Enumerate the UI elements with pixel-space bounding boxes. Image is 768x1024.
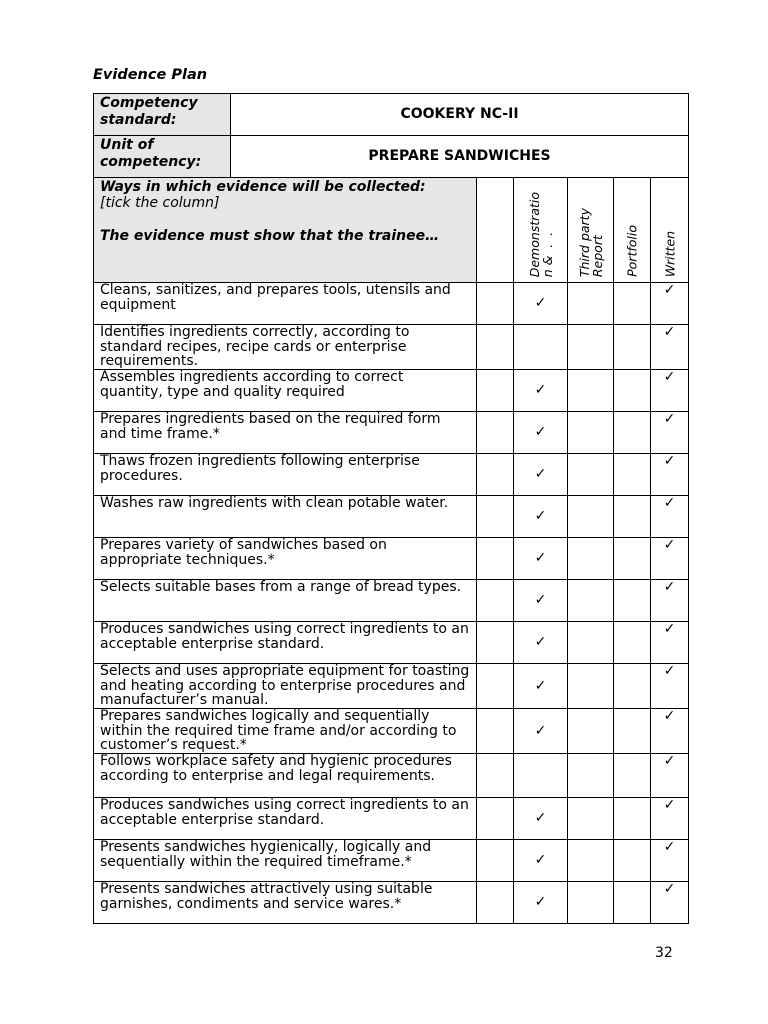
blank-cell: [477, 840, 514, 882]
column-header-portfolio-text: Portfolio: [624, 225, 640, 277]
written-tick-cell: ✓: [651, 412, 689, 454]
written-tick-cell: ✓: [651, 664, 689, 709]
third-party-report-tick-cell: [568, 454, 614, 496]
written-tick-cell: ✓: [651, 370, 689, 412]
criterion-row: [94, 325, 689, 370]
blank-cell: [477, 496, 514, 538]
criterion-row: [94, 412, 689, 454]
criterion-text: Produces sandwiches using correct ingredients to an acceptable enterprise standard.: [94, 622, 477, 664]
evidence-header-row: [94, 178, 689, 283]
portfolio-tick-cell: [614, 325, 651, 370]
third-party-report-tick-cell: [568, 370, 614, 412]
evidence-header-title: Ways in which evidence will be collected:: [100, 179, 426, 195]
third-party-report-tick-cell: [568, 754, 614, 798]
demonstration-tick-cell: [514, 325, 568, 370]
blank-cell: [477, 882, 514, 924]
criterion-text: Assembles ingredients according to correct quantity, type and quality required: [94, 370, 477, 412]
written-tick-cell: ✓: [651, 580, 689, 622]
criterion-text: Selects suitable bases from a range of bread types.: [94, 580, 477, 622]
portfolio-tick-cell: [614, 664, 651, 709]
competency-standard-value: COOKERY NC-II: [231, 94, 689, 136]
unit-of-competency-row: [94, 136, 689, 178]
criterion-text: Selects and uses appropriate equipment for toasting and heating according to enterprise procedures and manufacturer’s manual.: [94, 664, 477, 709]
page-number: 32: [655, 945, 673, 961]
column-header-third-party-report: [568, 178, 614, 283]
column-header-demonstration: [514, 178, 568, 283]
evidence-plan-table: [93, 93, 689, 924]
column-header-written: [651, 178, 689, 283]
criterion-text: Cleans, sanitizes, and prepares tools, utensils and equipment: [94, 283, 477, 325]
unit-of-competency-value: PREPARE SANDWICHES: [231, 136, 689, 178]
third-party-report-tick-cell: [568, 496, 614, 538]
demonstration-tick-cell: ✓: [514, 412, 568, 454]
blank-cell: [477, 454, 514, 496]
blank-column-header: [477, 178, 514, 283]
criterion-row: [94, 754, 689, 798]
criterion-text: Washes raw ingredients with clean potable water.: [94, 496, 477, 538]
competency-standard-label: Competency standard:: [94, 94, 231, 136]
criterion-row: [94, 496, 689, 538]
demonstration-tick-cell: ✓: [514, 496, 568, 538]
blank-cell: [477, 709, 514, 754]
blank-cell: [477, 622, 514, 664]
criterion-row: [94, 709, 689, 754]
criterion-text: Identifies ingredients correctly, according to standard recipes, recipe cards or enterprise requirements.: [94, 325, 477, 370]
portfolio-tick-cell: [614, 840, 651, 882]
demonstration-tick-cell: ✓: [514, 840, 568, 882]
portfolio-tick-cell: [614, 370, 651, 412]
demonstration-tick-cell: ✓: [514, 798, 568, 840]
third-party-report-tick-cell: [568, 622, 614, 664]
written-tick-cell: ✓: [651, 325, 689, 370]
written-tick-cell: ✓: [651, 622, 689, 664]
written-tick-cell: ✓: [651, 840, 689, 882]
evidence-header-instruction: [tick the column]: [100, 195, 220, 211]
third-party-report-tick-cell: [568, 283, 614, 325]
demonstration-tick-cell: ✓: [514, 882, 568, 924]
portfolio-tick-cell: [614, 882, 651, 924]
demonstration-tick-cell: ✓: [514, 370, 568, 412]
criterion-row: [94, 622, 689, 664]
blank-cell: [477, 283, 514, 325]
demonstration-tick-cell: ✓: [514, 709, 568, 754]
criterion-row: [94, 882, 689, 924]
written-tick-cell: ✓: [651, 538, 689, 580]
criterion-text: Follows workplace safety and hygienic procedures according to enterprise and legal requirements.: [94, 754, 477, 798]
criterion-row: [94, 283, 689, 325]
third-party-report-tick-cell: [568, 882, 614, 924]
document-title: Evidence Plan: [93, 67, 208, 83]
evidence-header-subtitle: The evidence must show that the trainee…: [100, 228, 440, 244]
column-header-written-text: Written: [662, 230, 677, 277]
criterion-row: [94, 454, 689, 496]
written-tick-cell: ✓: [651, 283, 689, 325]
blank-cell: [477, 754, 514, 798]
portfolio-tick-cell: [614, 538, 651, 580]
written-tick-cell: ✓: [651, 496, 689, 538]
evidence-header: [94, 178, 477, 283]
column-header-demonstration-text: Demonstratio n & . .: [526, 191, 555, 277]
blank-cell: [477, 580, 514, 622]
blank-cell: [477, 412, 514, 454]
criterion-row: [94, 840, 689, 882]
written-tick-cell: ✓: [651, 798, 689, 840]
demonstration-tick-cell: ✓: [514, 283, 568, 325]
blank-cell: [477, 325, 514, 370]
portfolio-tick-cell: [614, 709, 651, 754]
written-tick-cell: ✓: [651, 709, 689, 754]
criterion-text: Prepares ingredients based on the required form and time frame.*: [94, 412, 477, 454]
criterion-row: [94, 798, 689, 840]
portfolio-tick-cell: [614, 754, 651, 798]
portfolio-tick-cell: [614, 283, 651, 325]
portfolio-tick-cell: [614, 580, 651, 622]
portfolio-tick-cell: [614, 622, 651, 664]
criterion-row: [94, 370, 689, 412]
written-tick-cell: ✓: [651, 882, 689, 924]
demonstration-tick-cell: [514, 754, 568, 798]
written-tick-cell: ✓: [651, 754, 689, 798]
portfolio-tick-cell: [614, 412, 651, 454]
demonstration-tick-cell: ✓: [514, 538, 568, 580]
portfolio-tick-cell: [614, 454, 651, 496]
blank-cell: [477, 798, 514, 840]
third-party-report-tick-cell: [568, 538, 614, 580]
criterion-text: Presents sandwiches attractively using suitable garnishes, condiments and service wares.*: [94, 882, 477, 924]
third-party-report-tick-cell: [568, 840, 614, 882]
blank-cell: [477, 538, 514, 580]
criterion-row: [94, 664, 689, 709]
demonstration-tick-cell: ✓: [514, 622, 568, 664]
third-party-report-tick-cell: [568, 412, 614, 454]
criterion-text: Presents sandwiches hygienically, logically and sequentially within the required timeframe.*: [94, 840, 477, 882]
third-party-report-tick-cell: [568, 798, 614, 840]
written-tick-cell: ✓: [651, 454, 689, 496]
third-party-report-tick-cell: [568, 709, 614, 754]
unit-of-competency-label: Unit of competency:: [94, 136, 231, 178]
criterion-text: Prepares variety of sandwiches based on appropriate techniques.*: [94, 538, 477, 580]
column-header-third-party-report-text: Third party Report: [576, 207, 605, 277]
third-party-report-tick-cell: [568, 664, 614, 709]
competency-standard-row: [94, 94, 689, 136]
criterion-text: Produces sandwiches using correct ingredients to an acceptable enterprise standard.: [94, 798, 477, 840]
demonstration-tick-cell: ✓: [514, 454, 568, 496]
portfolio-tick-cell: [614, 798, 651, 840]
demonstration-tick-cell: ✓: [514, 664, 568, 709]
criterion-row: [94, 538, 689, 580]
blank-cell: [477, 370, 514, 412]
criterion-text: Thaws frozen ingredients following enterprise procedures.: [94, 454, 477, 496]
portfolio-tick-cell: [614, 496, 651, 538]
demonstration-tick-cell: ✓: [514, 580, 568, 622]
column-header-portfolio: [614, 178, 651, 283]
third-party-report-tick-cell: [568, 580, 614, 622]
criterion-row: [94, 580, 689, 622]
criterion-text: Prepares sandwiches logically and sequentially within the required time frame and/or according to customer’s request.*: [94, 709, 477, 754]
blank-cell: [477, 664, 514, 709]
third-party-report-tick-cell: [568, 325, 614, 370]
